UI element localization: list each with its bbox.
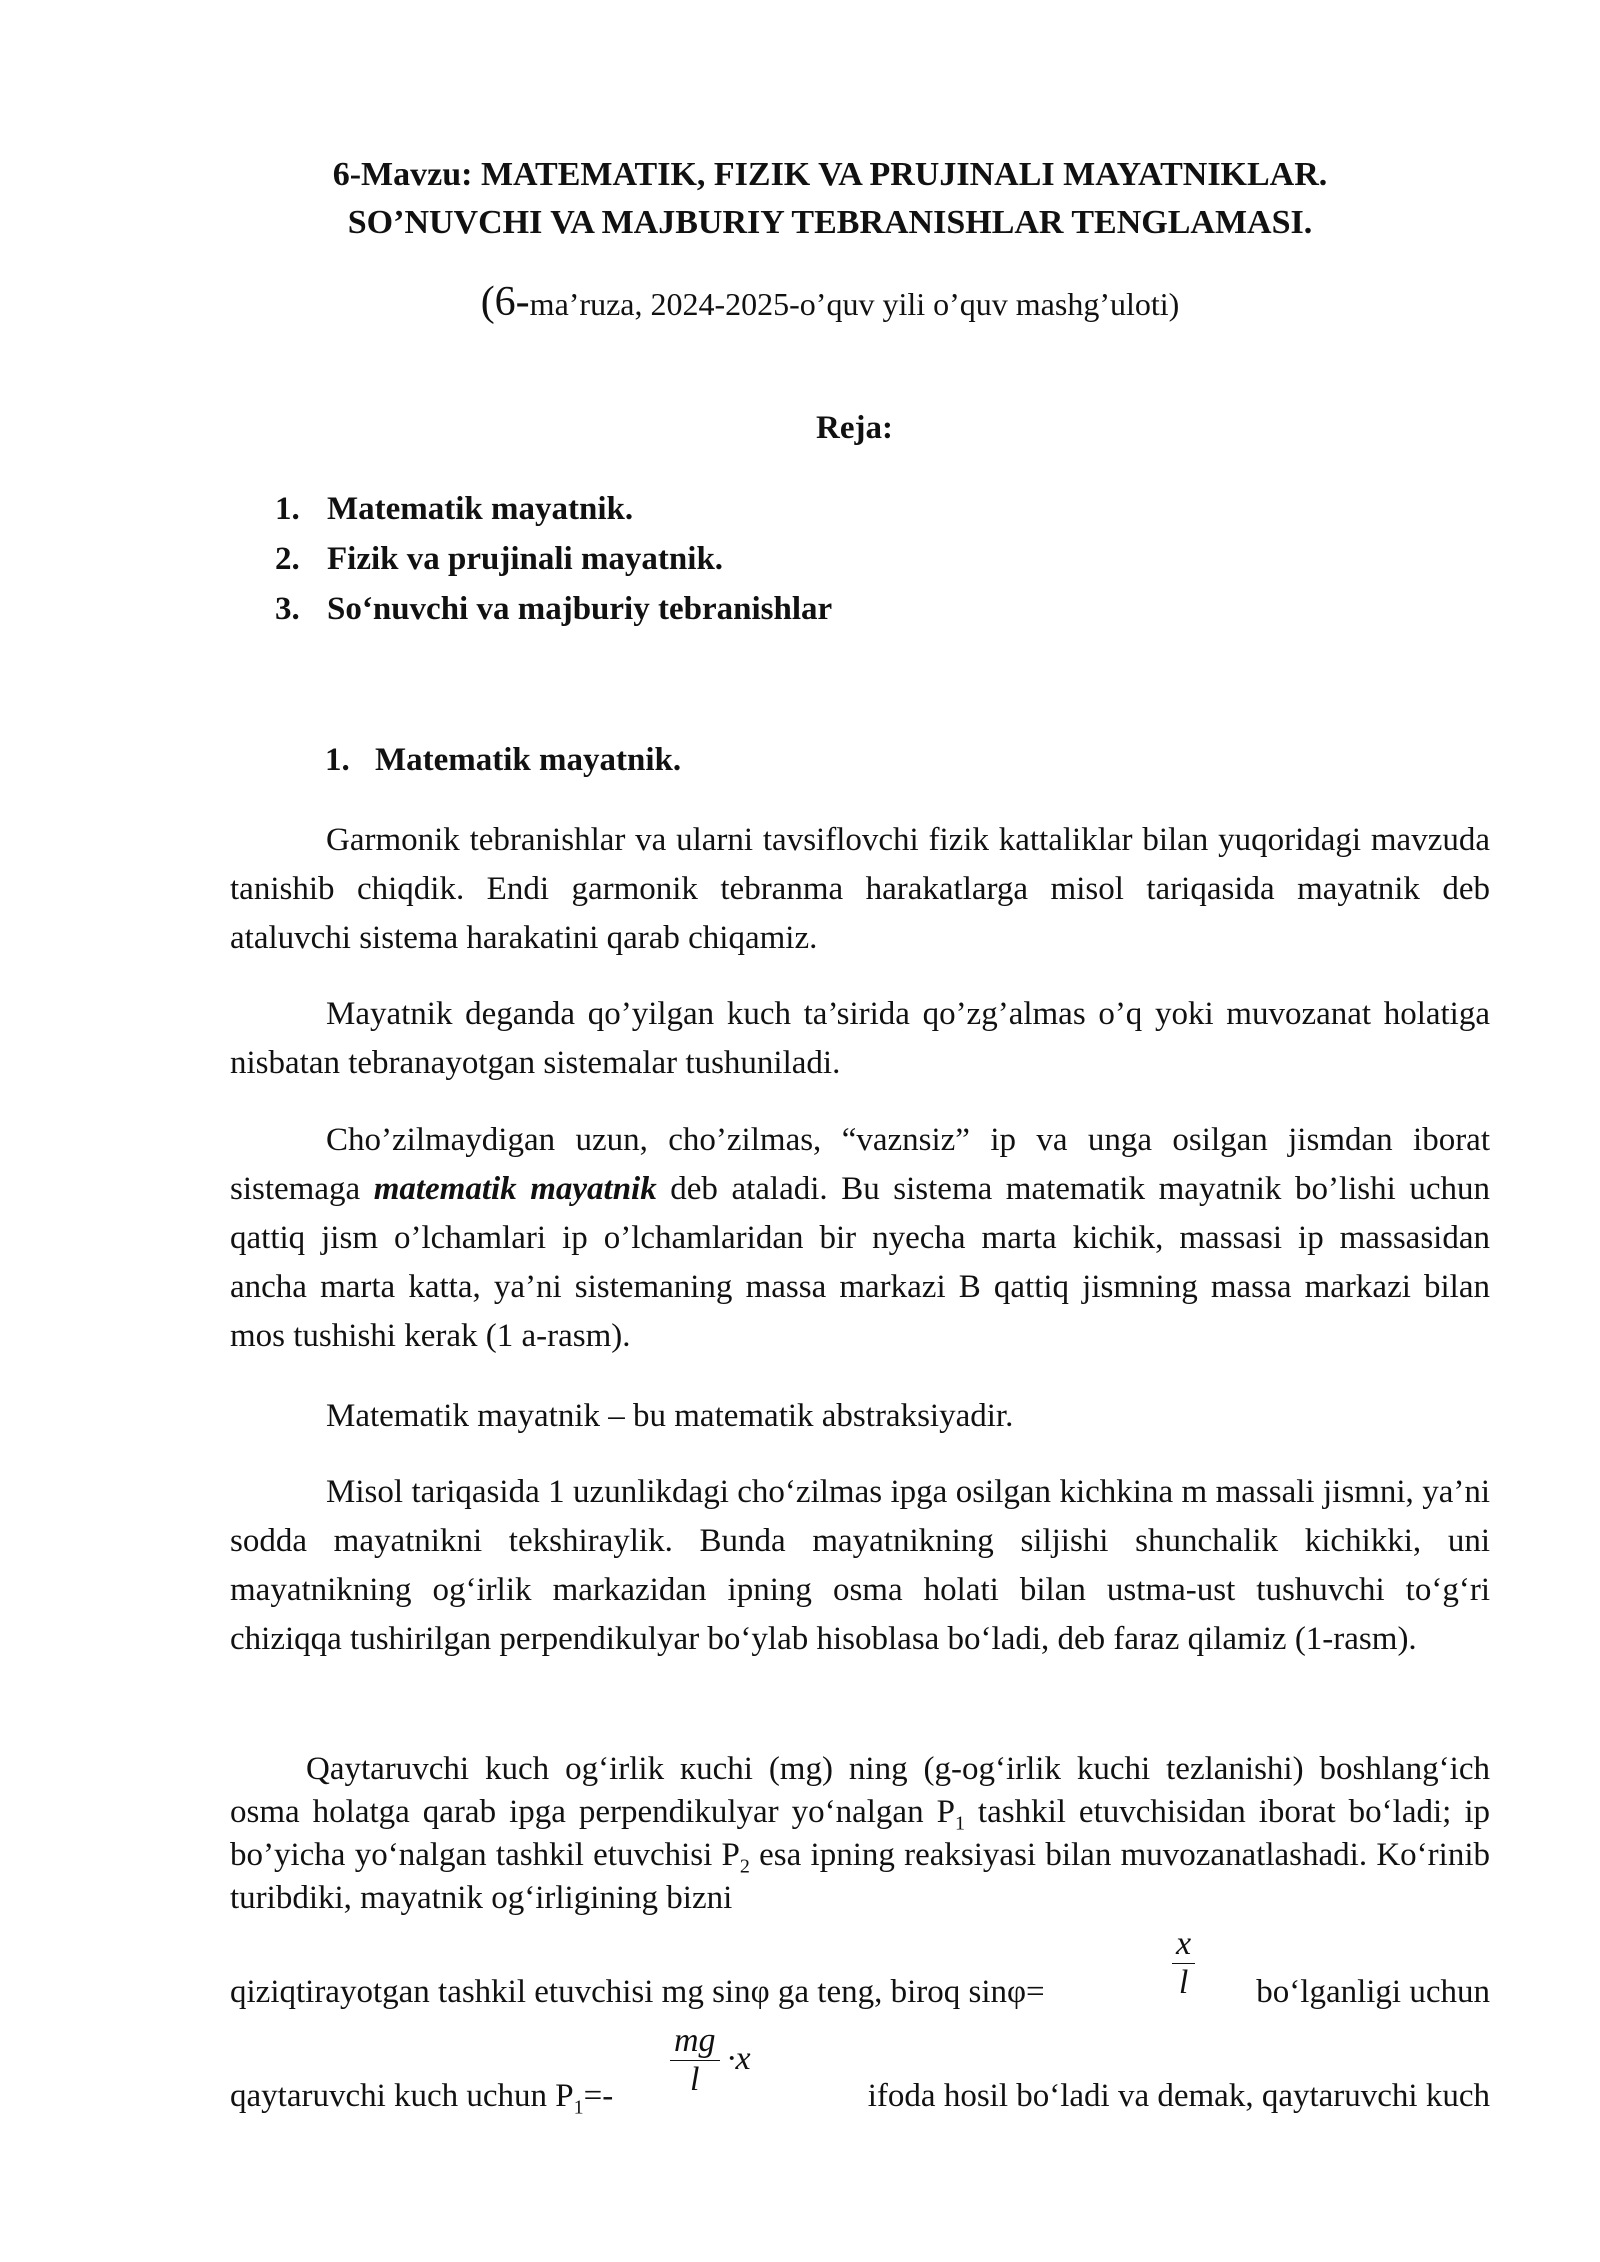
plan-item-text: So‘nuvchi va majburiy tebranishlar <box>327 591 833 627</box>
subscript: 1 <box>954 1812 965 1835</box>
formula-line-text: =- <box>583 2078 614 2114</box>
formula-line-text: qaytaruvchi kuch uchun P <box>230 2078 574 2114</box>
paragraph-text: esa ipning reaksiyasi bilan muvozanatlashadi. Ko‘rinib turibdiki, mayatnik og‘irligining bizni <box>230 1837 1490 1916</box>
fraction-denominator: l <box>690 2061 700 2098</box>
subscript: 2 <box>739 1855 750 1878</box>
section-title: Matematik mayatnik. <box>375 742 682 778</box>
subtitle-text: ma’ruza, 2024-2025-o’quv yili o’quv mashg’uloti) <box>529 286 1180 322</box>
formula-line-text-right: bo‘lganligi uchun <box>1256 1974 1490 2010</box>
plan-item <box>275 484 832 534</box>
formula-line-sin <box>230 1970 1490 2014</box>
plan-item-number: 3. <box>275 591 300 627</box>
plan-item-text: Matematik mayatnik. <box>327 491 634 527</box>
multiply-x: ·x <box>727 2040 751 2077</box>
paragraph-text: deb ataladi. Bu sistema matematik mayatnik bo’lishi uchun qattiq jism o’lchamlari ip o’lchamlaridan bir nyecha marta kichik, massasi ip massasidan ancha marta katta, ya’ni sistemaning massa markazi B qattiq jismning massa markazi bilan mos tushishi kerak (1 a-rasm). <box>230 1171 1491 1354</box>
fraction-denominator: l <box>1178 1964 1189 2001</box>
paragraph-text: Cho’zilmaydigan uzun, cho’zilmas, “vaznsiz” ip va unga osilgan jismdan iborat sistemaga <box>230 1122 1490 1207</box>
paragraph-example: Misol tariqasida 1 uzunlikdagi cho‘zilmas ipga osilgan kichkina m massali jismni, ya’ni sodda mayatnikni tekshiraylik. Bunda mayatnikning siljishi shunchalik kichikki, uni mayatnikning og‘irlik markazidan ipning osma holati bilan ustma-ust tushuvchi to‘g‘ri chiziqqa tushirilgan perpendikulyar bo‘ylab hisoblasa bo‘ladi, deb faraz qilamiz (1-rasm). <box>230 1474 1490 1657</box>
plan-list <box>275 484 832 634</box>
paragraph-intro: Garmonik tebranishlar va ularni tavsiflovchi fizik kattaliklar bilan yuqoridagi mavzuda tanishib chiqdik. Endi garmonik tebranma harakatlarga misol tariqasida mayatnik deb ataluvchi sistema harakatini qarab chiqamiz. <box>230 822 1490 956</box>
fraction-numerator: x <box>1172 1925 1195 1964</box>
fraction-x-over-l <box>1172 1925 1195 2002</box>
plan-item <box>275 534 832 584</box>
subtitle-number: (6- <box>480 279 530 325</box>
plan-item-number: 1. <box>275 491 300 527</box>
plan-heading: Reja: <box>816 410 893 446</box>
paragraph-definition: Mayatnik deganda qo’yilgan kuch ta’sirida qo’zg’almas o’q yoki muvozanat holatiga nisbatan tebranayotgan sistemalar tushuniladi. <box>230 996 1490 1081</box>
plan-item <box>275 584 832 634</box>
plan-item-text: Fizik va prujinali mayatnik. <box>327 541 724 577</box>
fraction-numerator: mg <box>670 2022 720 2061</box>
lecture-subtitle <box>230 280 1430 326</box>
section-number: 1. <box>325 742 350 778</box>
paragraph-text: tashkil etuvchisidan iborat bo‘ladi; ip bo’yicha yo‘nalgan tashkil etuvchisi P <box>230 1794 1490 1873</box>
page-title-line-2: SO’NUVCHI VA MAJBURIY TEBRANISHLAR TENGLAMASI. <box>347 204 1313 241</box>
paragraph-abstraction: Matematik mayatnik – bu matematik abstraksiyadir. <box>326 1398 1014 1434</box>
paragraph-text: Qaytaruvchi kuch og‘irlik кuchi (mg) ning (g-og‘irlik kuchi tezlanishi) boshlang‘ich osma holatga qarab ipga perpendikulyar yo‘nalgan P <box>230 1751 1490 1830</box>
subscript: 1 <box>573 2096 584 2119</box>
paragraph-restoring-force <box>230 1748 1490 1920</box>
section-heading <box>325 742 681 779</box>
emphasized-term: matematik mayatnik <box>373 1171 657 1207</box>
plan-item-number: 2. <box>275 541 300 577</box>
page-title-line-1: 6-Mavzu: MATEMATIK, FIZIK VA PRUJINALI MAYATNIKLAR. <box>332 156 1328 193</box>
formula-line-force <box>230 2074 1490 2118</box>
paragraph-math-pendulum <box>230 1116 1490 1361</box>
fraction-mg-over-l <box>670 2022 720 2099</box>
formula-line-text-right: ifoda hosil bo‘ladi va demak, qaytaruvchi kuch <box>867 2078 1490 2114</box>
formula-line-text: qiziqtirayotgan tashkil etuvchisi mg sinφ ga teng, biroq sinφ= <box>230 1974 1045 2010</box>
